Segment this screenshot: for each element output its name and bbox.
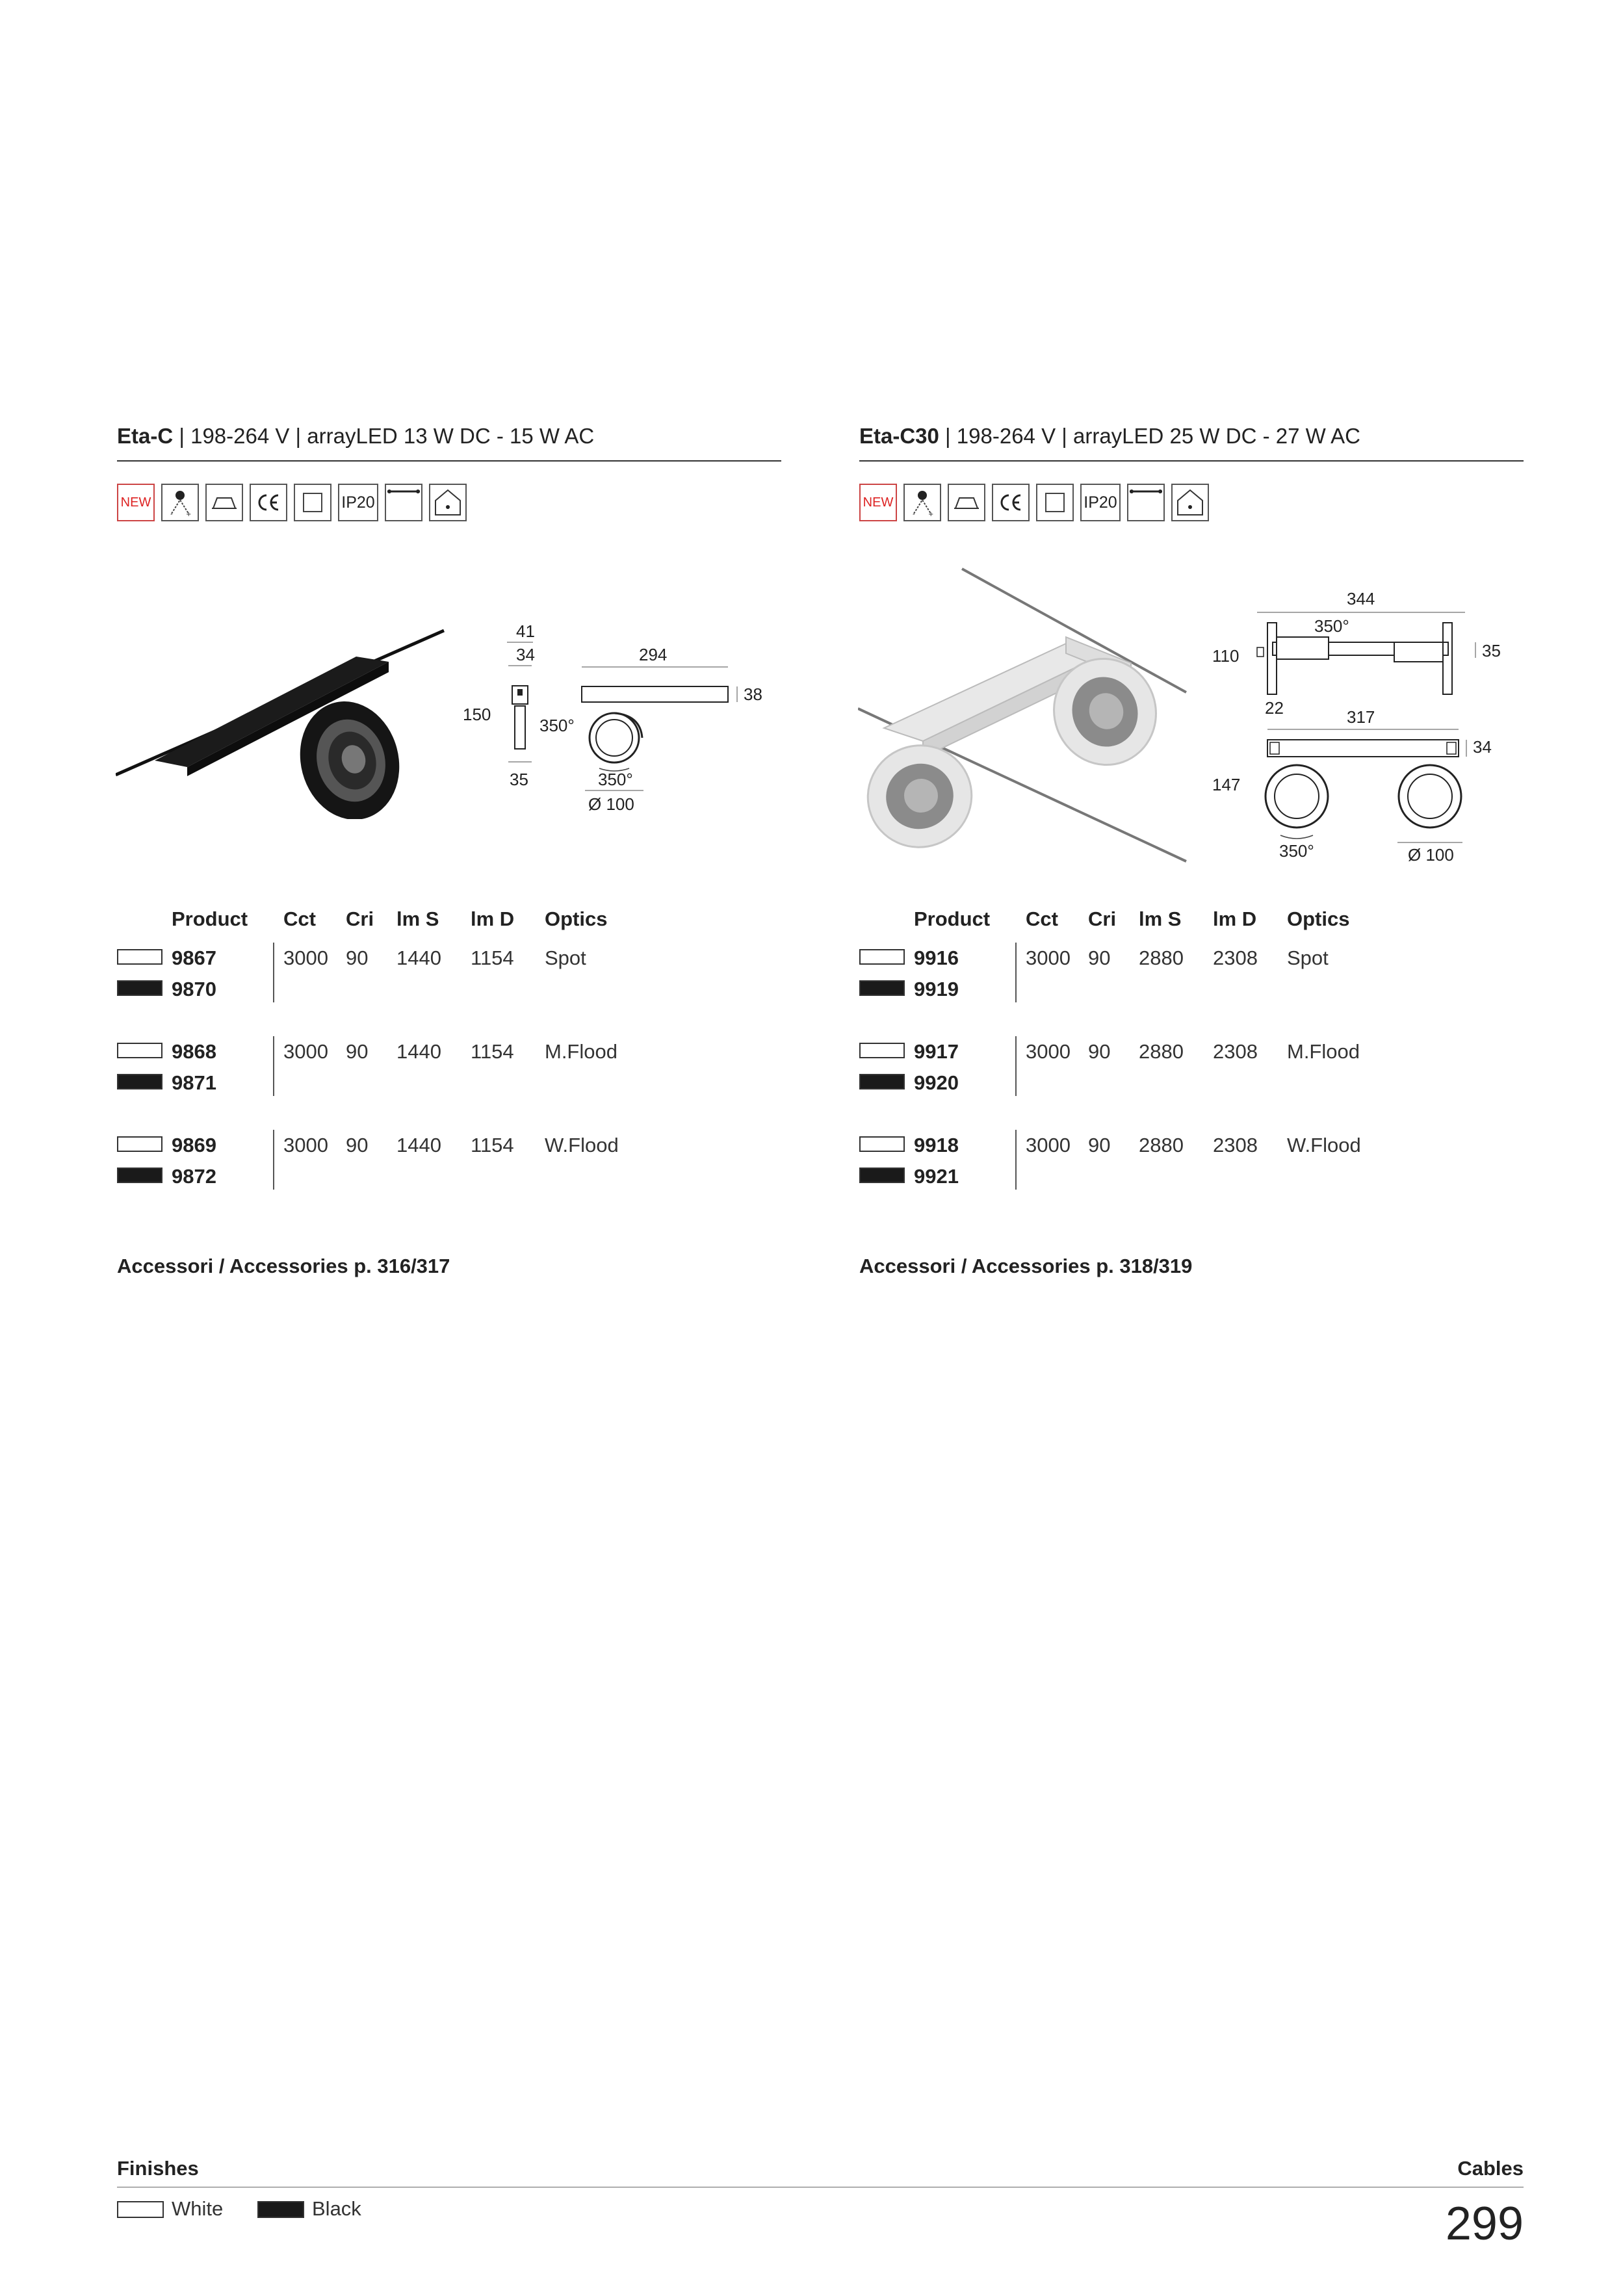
finish-white-label: White — [172, 2197, 224, 2220]
table-row — [117, 1040, 637, 1105]
product-code-black: 9870 — [172, 978, 216, 1000]
dimmable-driver-icon — [161, 484, 199, 521]
row-divider — [273, 943, 274, 1002]
header-optics: Optics — [1287, 907, 1350, 930]
dim-344: 344 — [1347, 589, 1375, 608]
table-row — [859, 1040, 1379, 1105]
white-finish-swatch — [117, 949, 162, 965]
product-code-black: 9919 — [914, 978, 959, 1000]
finishes-label: Finishes — [117, 2157, 199, 2180]
header-lm-d: lm D — [1213, 907, 1257, 930]
dim-34: 34 — [1473, 737, 1492, 757]
black-finish-swatch — [859, 1074, 905, 1089]
eta-c-dimension-drawing — [455, 618, 780, 826]
cell-optics: Spot — [1287, 946, 1329, 969]
table-row — [117, 946, 637, 1011]
table-row — [859, 946, 1379, 1011]
dim-diameter-100: Ø 100 — [1408, 845, 1454, 865]
cell-optics: W.Flood — [545, 1134, 619, 1156]
svg-text:-: - — [170, 511, 173, 517]
svg-text:+: + — [186, 511, 192, 517]
svg-text:-: - — [913, 511, 915, 517]
right-accessories-link[interactable]: Accessori / Accessories p. 318/319 — [859, 1255, 1193, 1277]
dim-150: 150 — [463, 705, 491, 724]
header-cri: Cri — [1088, 907, 1117, 930]
right-product-name: Eta-C30 — [859, 424, 939, 448]
ceiling-mount-icon — [205, 484, 243, 521]
product-code-black: 9921 — [914, 1165, 959, 1188]
cell-cri: 90 — [1088, 1040, 1111, 1063]
cell-lm-d: 1154 — [471, 1134, 514, 1156]
right-product-title — [859, 424, 1360, 449]
header-lm-s: lm S — [396, 907, 439, 930]
row-divider — [273, 1130, 274, 1190]
new-badge-icon: NEW — [117, 484, 155, 521]
dim-34: 34 — [516, 645, 535, 664]
dim-147: 147 — [1212, 775, 1241, 794]
ce-mark-icon — [992, 484, 1030, 521]
dim-110: 110 — [1212, 646, 1240, 666]
indoor-use-icon — [1171, 484, 1209, 521]
left-title-rule — [117, 460, 781, 462]
cell-lm-d: 1154 — [471, 946, 514, 969]
right-title-rule — [859, 460, 1524, 462]
cell-cri: 90 — [346, 1040, 369, 1063]
black-finish-swatch — [117, 1074, 162, 1089]
cell-cct: 3000 — [1026, 1134, 1071, 1156]
cell-lm-s: 1440 — [396, 946, 441, 969]
left-product-specs: | 198-264 V | arrayLED 13 W DC - 15 W AC — [173, 424, 595, 448]
cell-lm-d: 2308 — [1213, 1134, 1258, 1156]
left-product-name: Eta-C — [117, 424, 174, 448]
table-row — [117, 1134, 637, 1199]
header-product: Product — [914, 907, 991, 930]
header-product: Product — [172, 907, 248, 930]
finish-black-label: Black — [312, 2197, 361, 2220]
black-finish-swatch — [117, 980, 162, 996]
class-ii-icon — [1036, 484, 1074, 521]
dim-38: 38 — [744, 685, 762, 704]
right-product-specs: | 198-264 V | arrayLED 25 W DC - 27 W AC — [939, 424, 1360, 448]
header-lm-s: lm S — [1139, 907, 1182, 930]
section-label: Cables — [1457, 2157, 1524, 2180]
dim-22: 22 — [1265, 698, 1284, 718]
cell-lm-d: 2308 — [1213, 946, 1258, 969]
cell-cct: 3000 — [283, 1134, 328, 1156]
class-ii-icon — [294, 484, 331, 521]
cell-lm-d: 2308 — [1213, 1040, 1258, 1063]
product-code-white: 9917 — [914, 1040, 959, 1063]
cell-cct: 3000 — [1026, 1040, 1071, 1063]
left-accessories-link[interactable]: Accessori / Accessories p. 316/317 — [117, 1255, 450, 1277]
cell-lm-s: 1440 — [396, 1040, 441, 1063]
row-divider — [1015, 1130, 1017, 1190]
ip20-icon: IP20 — [338, 484, 378, 521]
track-system-icon — [1127, 484, 1165, 521]
left-product-table — [117, 907, 767, 1194]
cell-optics: Spot — [545, 946, 586, 969]
ce-mark-icon — [250, 484, 287, 521]
product-code-white: 9867 — [172, 946, 216, 969]
dim-diameter-100: Ø 100 — [588, 794, 634, 814]
svg-text:+: + — [928, 511, 934, 517]
black-finish-swatch — [257, 2201, 304, 2218]
table-row — [859, 1134, 1379, 1199]
header-lm-d: lm D — [471, 907, 515, 930]
cell-cct: 3000 — [283, 946, 328, 969]
cell-lm-s: 2880 — [1139, 946, 1184, 969]
white-finish-swatch — [117, 1136, 162, 1152]
product-code-white: 9868 — [172, 1040, 216, 1063]
page-number: 299 — [1445, 2198, 1524, 2250]
header-cct: Cct — [283, 907, 316, 930]
cell-lm-s: 2880 — [1139, 1040, 1184, 1063]
product-code-white: 9916 — [914, 946, 959, 969]
cell-lm-d: 1154 — [471, 1040, 514, 1063]
header-optics: Optics — [545, 907, 608, 930]
dim-350-angle: 350° — [1314, 616, 1349, 636]
black-finish-swatch — [117, 1168, 162, 1183]
indoor-use-icon — [429, 484, 467, 521]
dim-350-angle: 350° — [539, 716, 575, 735]
cell-optics: M.Flood — [545, 1040, 617, 1063]
black-finish-swatch — [859, 980, 905, 996]
white-finish-swatch — [117, 1043, 162, 1058]
cell-optics: W.Flood — [1287, 1134, 1361, 1156]
right-icon-row — [859, 484, 1209, 521]
eta-c30-product-photo — [858, 566, 1189, 865]
dim-350-rotation: 350° — [1279, 841, 1314, 861]
white-finish-swatch — [859, 1136, 905, 1152]
cell-optics: M.Flood — [1287, 1040, 1360, 1063]
dimmable-driver-icon — [903, 484, 941, 521]
eta-c30-dimension-drawing — [1202, 585, 1501, 871]
white-finish-swatch — [117, 2201, 164, 2218]
cell-cri: 90 — [1088, 1134, 1111, 1156]
eta-c-product-photo — [116, 624, 454, 819]
dim-317: 317 — [1347, 707, 1375, 727]
left-icon-row — [117, 484, 467, 521]
product-code-black: 9871 — [172, 1071, 216, 1094]
header-cct: Cct — [1026, 907, 1058, 930]
track-system-icon — [385, 484, 422, 521]
cell-lm-s: 2880 — [1139, 1134, 1184, 1156]
cell-cct: 3000 — [283, 1040, 328, 1063]
product-code-white: 9869 — [172, 1134, 216, 1156]
cell-cri: 90 — [346, 1134, 369, 1156]
cell-cct: 3000 — [1026, 946, 1071, 969]
dim-35: 35 — [1482, 641, 1501, 660]
cell-cri: 90 — [346, 946, 369, 969]
white-finish-swatch — [859, 949, 905, 965]
product-code-white: 9918 — [914, 1134, 959, 1156]
ceiling-mount-icon — [948, 484, 985, 521]
row-divider — [1015, 943, 1017, 1002]
product-code-black: 9920 — [914, 1071, 959, 1094]
row-divider — [273, 1036, 274, 1096]
right-product-table — [859, 907, 1509, 1194]
dim-294: 294 — [639, 645, 668, 664]
dim-350-rotation: 350° — [598, 770, 633, 789]
white-finish-swatch — [859, 1043, 905, 1058]
new-badge-icon: NEW — [859, 484, 897, 521]
dim-35: 35 — [510, 770, 528, 789]
cell-cri: 90 — [1088, 946, 1111, 969]
product-code-black: 9872 — [172, 1165, 216, 1188]
dim-41: 41 — [516, 621, 535, 641]
cell-lm-s: 1440 — [396, 1134, 441, 1156]
header-cri: Cri — [346, 907, 374, 930]
ip20-icon: IP20 — [1080, 484, 1121, 521]
row-divider — [1015, 1036, 1017, 1096]
left-product-title — [117, 424, 594, 449]
black-finish-swatch — [859, 1168, 905, 1183]
